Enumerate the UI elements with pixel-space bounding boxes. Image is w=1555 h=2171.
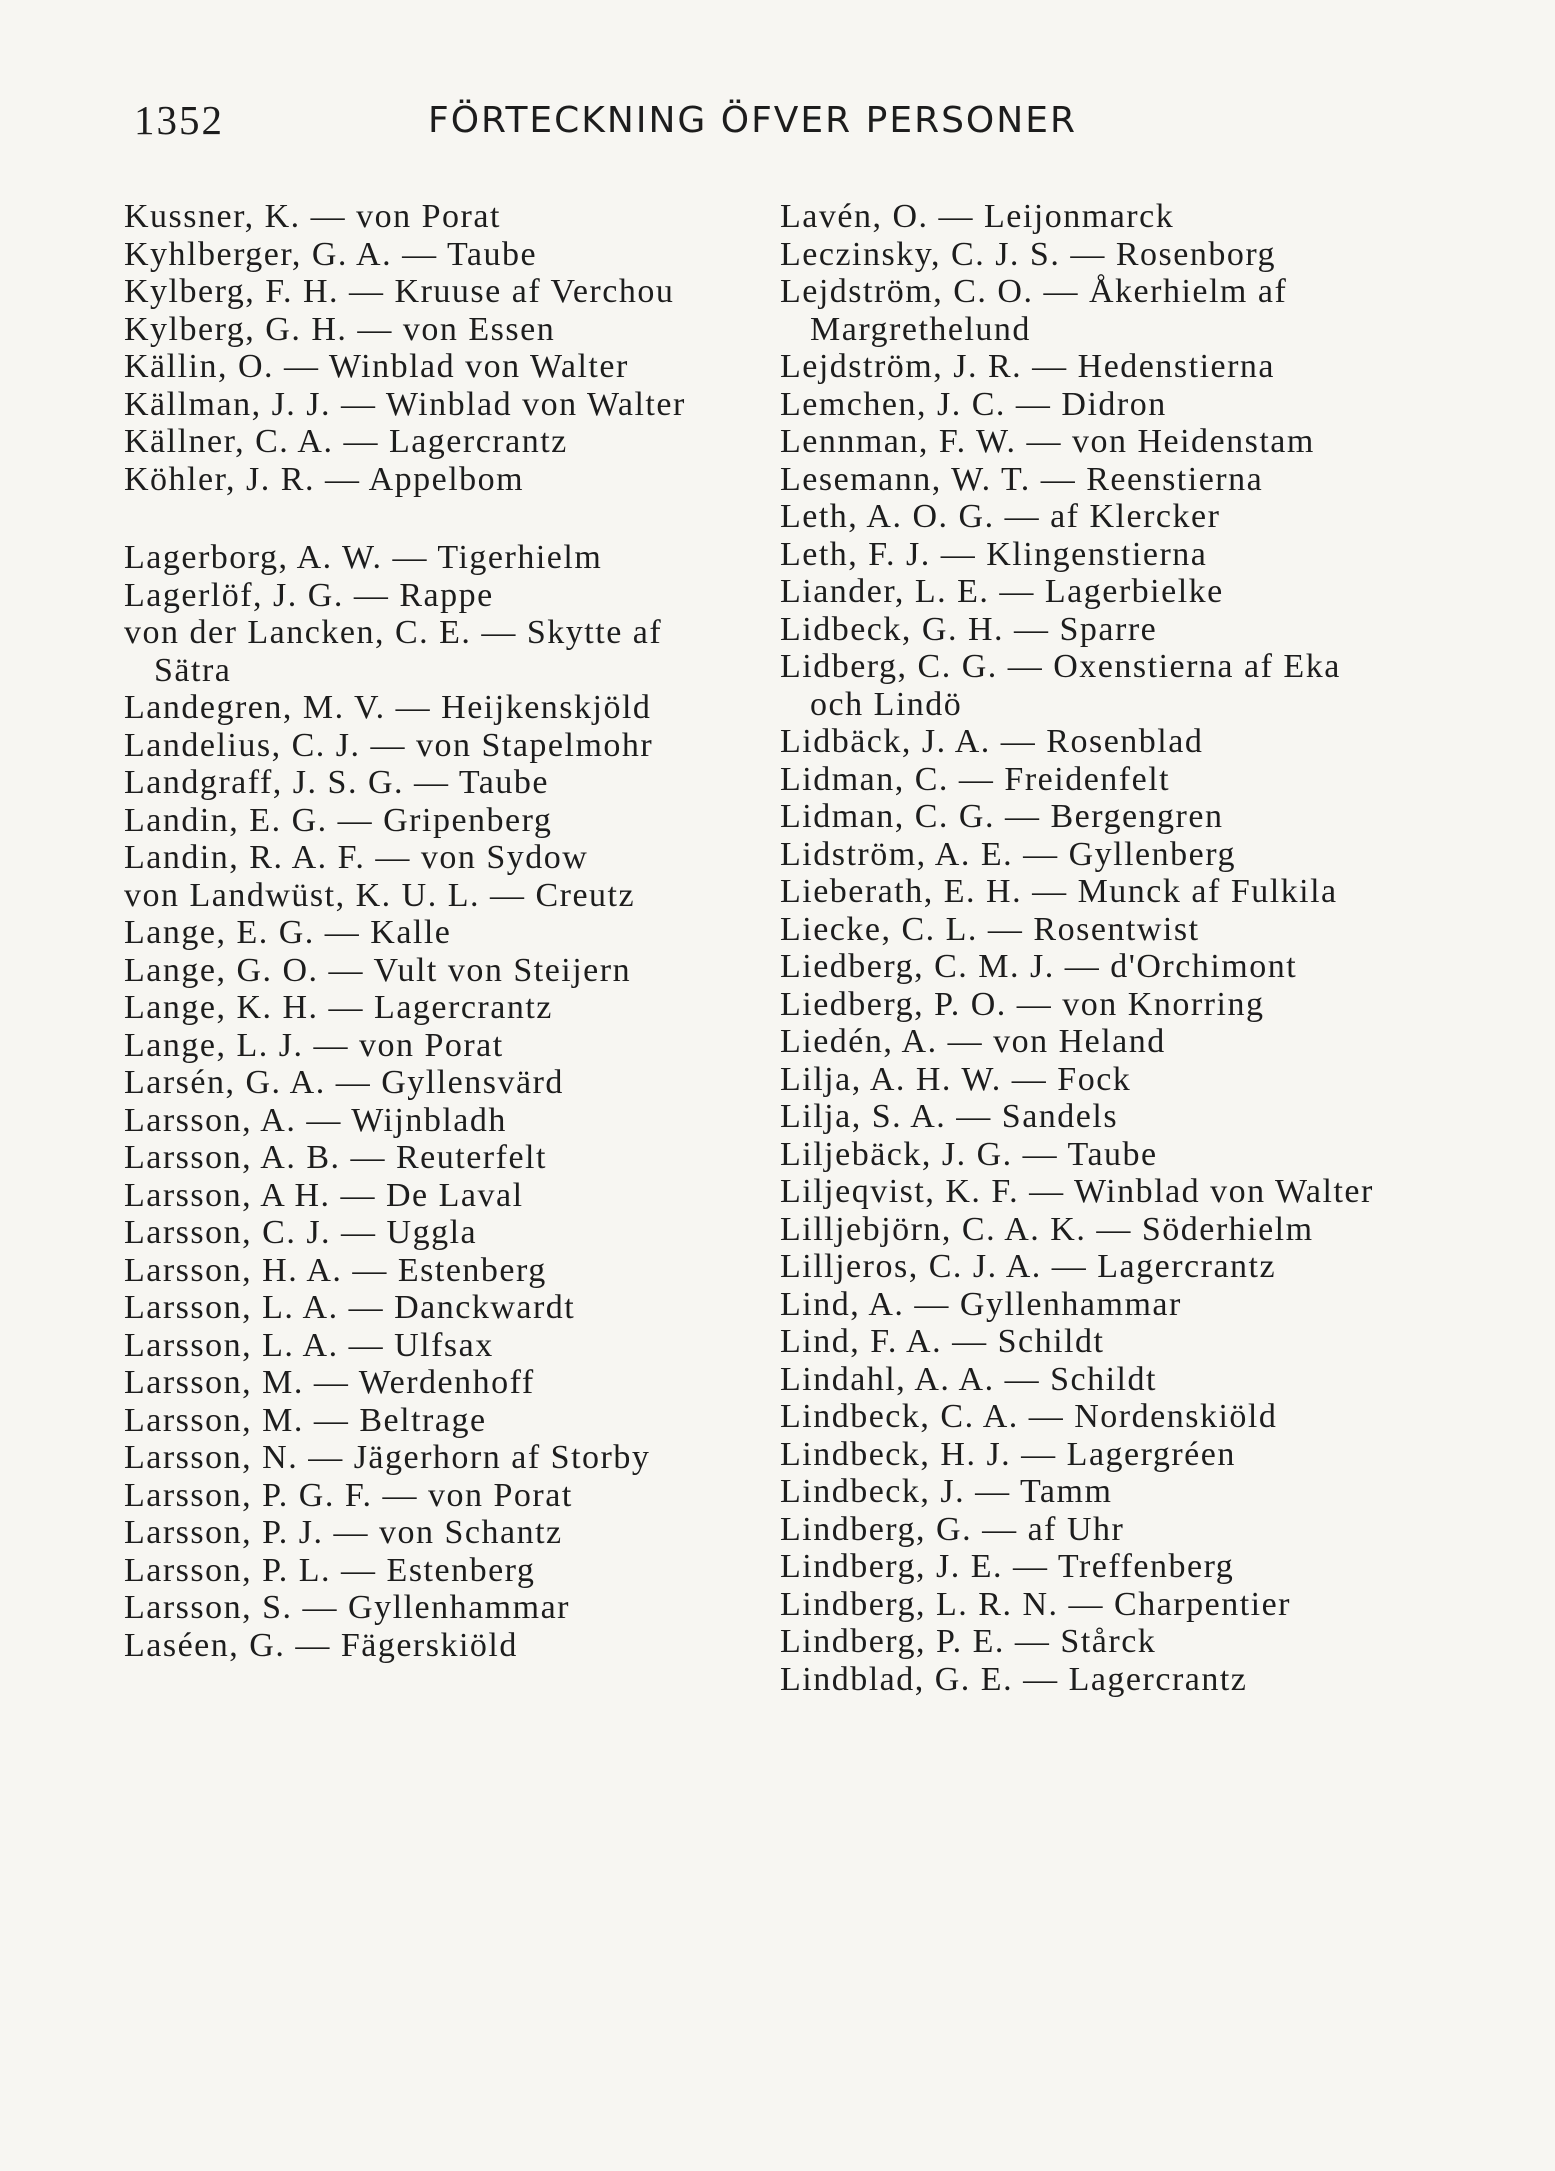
index-entry: Lilljebjörn, C. A. K. — Söderhielm [780,1210,1314,1248]
index-entry: Lidström, A. E. — Gyllenberg [780,835,1236,873]
index-entry: Lidbeck, G. H. — Sparre [780,610,1158,648]
index-entry: Landin, R. A. F. — von Sydow [124,839,589,876]
index-entry: Lindberg, P. E. — Stårck [780,1623,1157,1660]
index-entry: Lidbäck, J. A. — Rosenblad [780,723,1204,760]
index-entry: Lemchen, J. C. — Didron [780,385,1167,423]
index-entry: Larsson, N. — Jägerhorn af Storby [124,1439,651,1476]
index-entry: Larsson, A H. — De Laval [124,1176,524,1214]
index-entry: Lindblad, G. E. — Lagercrantz [780,1660,1248,1698]
index-entry: Larsson, M. — Beltrage [124,1401,487,1439]
index-entry: Lieberath, E. H. — Munck af Fulkila [780,873,1338,910]
index-entry: Lange, L. J. — von Porat [124,1026,504,1064]
index-entry: Lindberg, J. E. — Treffenberg [780,1548,1235,1585]
index-entry: Lange, K. H. — Lagercrantz [124,989,553,1026]
index-entry: Kylberg, G. H. — von Essen [124,310,556,348]
index-entry: Lejdström, J. R. — Hedenstierna [780,348,1276,385]
index-entry: Lindberg, G. — af Uhr [780,1510,1125,1548]
index-entry: Leth, A. O. G. — af Klercker [780,498,1221,535]
left-column [124,198,734,1664]
index-entry: Lindbeck, H. J. — Lagergréen [780,1435,1236,1473]
index-entry: Landegren, M. V. — Heijkenskjöld [124,689,652,726]
index-entry: Larsson, S. — Gyllenhammar [124,1589,570,1626]
index-entry: Lennman, F. W. — von Heidenstam [780,423,1315,460]
index-entry: Kylberg, F. H. — Kruuse af Verchou [124,273,675,310]
page-title: FÖRTECKNING ÖFVER PERSONER [428,100,1077,141]
index-entry: Kyhlberger, G. A. — Taube [124,235,538,273]
page-number: 1352 [134,97,224,143]
index-entry: Källman, J. J. — Winblad von Walter [124,385,686,423]
index-entry: Larsson, P. J. — von Schantz [124,1514,563,1551]
index-entry: Köhler, J. R. — Appelbom [124,460,525,498]
entry-list-l [124,539,734,1664]
index-entry: Lejdström, C. O. — Åkerhielm af Margrethelund [780,273,1288,348]
index-entry: Lagerlöf, J. G. — Rappe [124,576,494,614]
index-entry: Larsson, L. A. — Danckwardt [124,1289,576,1326]
index-entry: Liedén, A. — von Heland [780,1023,1166,1060]
index-entry: Lagerborg, A. W. — Tigerhielm [124,539,603,576]
index-entry: Källin, O. — Winblad von Walter [124,348,629,385]
entry-list-right [780,198,1400,1698]
index-entry: Leczinsky, C. J. S. — Rosenborg [780,235,1277,273]
index-entry: Lavén, O. — Leijonmarck [780,198,1175,235]
index-entry: Liedberg, P. O. — von Knorring [780,985,1265,1023]
index-entry: Laséen, G. — Fägerskiöld [124,1626,518,1664]
index-entry: Liljebäck, J. G. — Taube [780,1135,1158,1173]
index-entry: Landin, E. G. — Gripenberg [124,801,553,839]
index-entry: Liljeqvist, K. F. — Winblad von Walter [780,1173,1374,1210]
index-entry: Kussner, K. — von Porat [124,198,501,235]
index-entry: Larsson, A. B. — Reuterfelt [124,1139,547,1176]
index-entry: Lange, E. G. — Kalle [124,914,452,951]
index-entry: Larsson, M. — Werdenhoff [124,1364,535,1401]
right-column [780,198,1400,1698]
index-entry: Lange, G. O. — Vult von Steijern [124,951,632,989]
index-entry: Lindberg, L. R. N. — Charpentier [780,1585,1292,1623]
index-entry: Källner, C. A. — Lagercrantz [124,423,568,460]
index-entry: Lilja, S. A. — Sandels [780,1098,1119,1135]
index-entry: Lidman, C. G. — Bergengren [780,798,1224,835]
index-entry: Liander, L. E. — Lagerbielke [780,573,1224,610]
index-entry: Larsson, P. L. — Estenberg [124,1551,536,1589]
index-entry: Larsson, P. G. F. — von Porat [124,1476,573,1514]
index-entry: Lindahl, A. A. — Schildt [780,1360,1157,1398]
entry-list-k [124,198,734,498]
index-entry: Landelius, C. J. — von Stapelmohr [124,726,654,764]
index-entry: Landgraff, J. S. G. — Taube [124,764,549,801]
index-entry: Lidberg, C. G. — Oxenstierna af Eka och Lindö [780,648,1341,723]
index-entry: von Landwüst, K. U. L. — Creutz [124,876,636,914]
index-entry: Larsén, G. A. — Gyllensvärd [124,1064,564,1101]
index-entry: Larsson, L. A. — Ulfsax [124,1326,494,1364]
index-entry: Liecke, C. L. — Rosentwist [780,910,1200,948]
index-entry: Lidman, C. — Freidenfelt [780,760,1171,798]
index-entry: Lesemann, W. T. — Reenstierna [780,460,1264,498]
index-entry: Leth, F. J. — Klingenstierna [780,535,1208,573]
index-entry: Larsson, A. — Wijnbladh [124,1101,507,1139]
index-entry: Liedberg, C. M. J. — d'Orchimont [780,948,1298,985]
index-entry: Larsson, C. J. — Uggla [124,1214,478,1251]
index-entry: Lindbeck, C. A. — Nordenskiöld [780,1398,1278,1435]
index-entry: Lilljeros, C. J. A. — Lagercrantz [780,1248,1277,1285]
index-entry: Larsson, H. A. — Estenberg [124,1251,547,1289]
index-entry: von der Lancken, C. E. — Skytte af Sätra [124,614,663,689]
index-entry: Lilja, A. H. W. — Fock [780,1060,1132,1098]
index-entry: Lindbeck, J. — Tamm [780,1473,1113,1510]
index-entry: Lind, A. — Gyllenhammar [780,1285,1182,1323]
section-gap [124,498,734,539]
index-entry: Lind, F. A. — Schildt [780,1323,1105,1360]
